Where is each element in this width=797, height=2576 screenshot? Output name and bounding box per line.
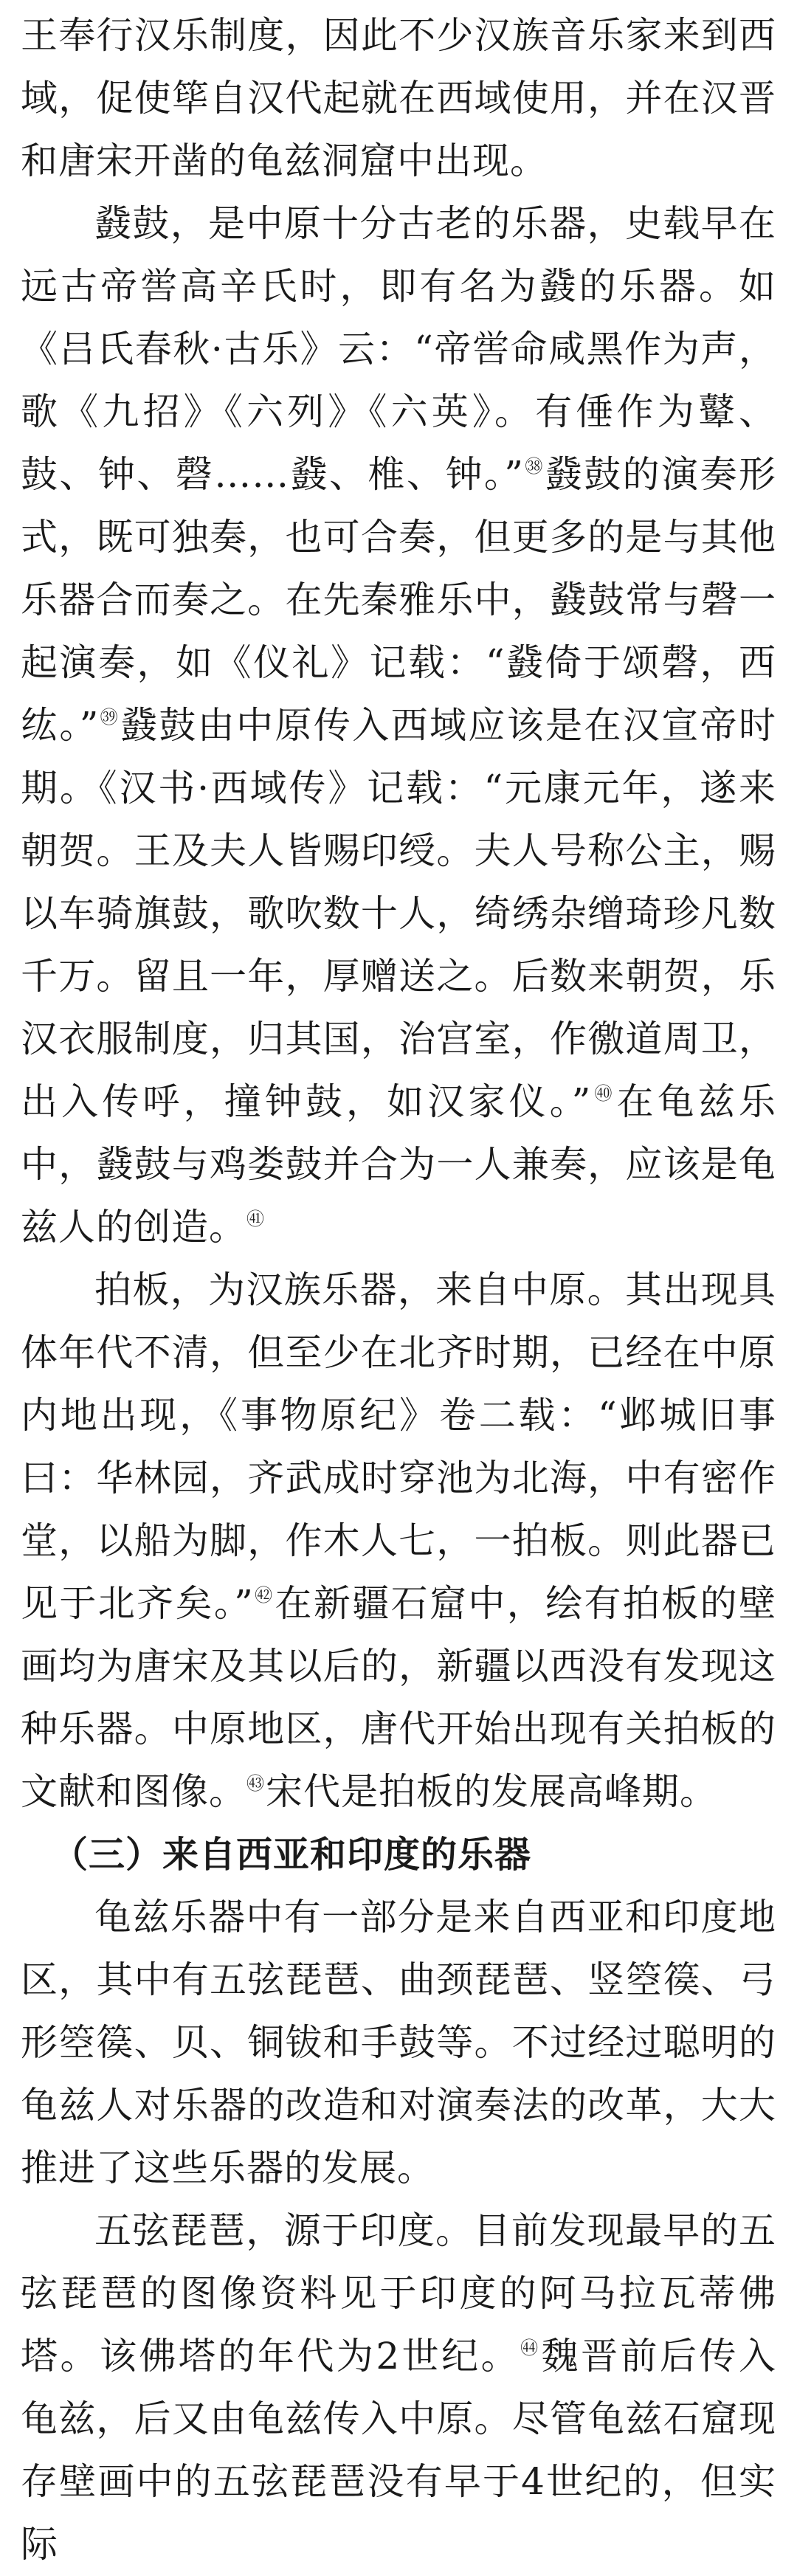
paragraph-text: 拍板，为汉族乐器，来自中原。其出现具体年代不清，但至少在北齐时期，已经在中原内地出现，《事物原纪》卷二载：“邺城旧事曰：华林园，齐武成时穿池为北海，中有密作堂，以船为脚，作木人七，一拍板。则此器已见于北齐矣。” xyxy=(21,1268,776,1625)
paragraph-paiban xyxy=(21,1259,776,1823)
paragraph-text: 鼗鼓的演奏形式，既可独奏，也可合奏，但更多的是与其他乐器合而奏之。在先秦雅乐中，鼗鼓常与磬一起演奏，如《仪礼》记载：“鼗倚于颂磬，西纮。” xyxy=(21,453,777,747)
footnote-marker: ㊳ xyxy=(523,456,544,477)
paragraph-text: 魏晋前后传入龟兹，后又由龟兹传入中原。尽管龟兹石窟现存壁画中的五弦琵琶没有早于4世纪的，但实际 xyxy=(21,2335,777,2566)
paragraph-text: 五弦琵琶，源于印度。目前发现最早的五弦琵琶的图像资料见于印度的阿马拉瓦蒂佛塔。该佛塔的年代为2世纪。 xyxy=(21,2209,776,2378)
heading-text: （三）来自西亚和印度的乐器 xyxy=(52,1834,532,1876)
paragraph-text: 龟兹乐器中有一部分是来自西亚和印度地区，其中有五弦琵琶、曲颈琵琶、竖箜篌、弓形箜篌、贝、铜钹和手鼓等。不过经过聪明的龟兹人对乐器的改造和对演奏法的改革，大大推进了这些乐器的发展。 xyxy=(21,1896,776,2189)
paragraph-west-asia-instruments xyxy=(21,1886,776,2200)
paragraph-text: 宋代是拍板的发展高峰期。 xyxy=(266,1770,717,1813)
paragraph-text: 王奉行汉乐制度，因此不少汉族音乐家来到西域，促使筚自汉代起就在西域使用，并在汉晋和唐宋开凿的龟兹洞窟中出现。 xyxy=(21,14,776,182)
section-heading-west-asia-india xyxy=(21,1823,776,1886)
paragraph-text: 鼗鼓，是中原十分古老的乐器，史载早在远古帝喾高辛氏时，即有名为鼗的乐器。如《吕氏春秋·古乐》云：“帝喾命咸黑作为声，歌《九招》《六列》《六英》。有倕作为鼙、鼓、钟、磬……鼗、椎、钟。” xyxy=(21,202,776,496)
footnote-marker: ㊸ xyxy=(246,1773,264,1794)
paragraph-text: 在新疆石窟中，绘有拍板的壁画均为唐宋及其以后的，新疆以西没有发现这种乐器。中原地区，唐代开始出现有关拍板的文献和图像。 xyxy=(21,1582,777,1813)
paragraph-text: 在龟兹乐中，鼗鼓与鸡娄鼓并合为一人兼奏，应该是龟兹人的创造。 xyxy=(21,1080,777,1249)
footnote-marker: ㊷ xyxy=(253,1585,274,1606)
paragraph-text: 鼗鼓由中原传入西域应该是在汉宣帝时期。《汉书·西域传》记载：“元康元年，遂来朝贺。王及夫人皆赐印绶。夫人号称公主，赐以车骑旗鼓，歌吹数十人，绮绣杂缯琦珍凡数千万。留且一年，厚赠送之。后数来朝贺，乐汉衣服制度，归其国，治宫室，作徼道周卫，出入传呼，撞钟鼓，如汉家仪。” xyxy=(21,704,777,1123)
paragraph-guzi-intro xyxy=(21,4,776,193)
footnote-marker: ㊶ xyxy=(246,1209,264,1229)
footnote-marker: ㊹ xyxy=(520,2338,540,2358)
footnote-marker: ㊴ xyxy=(99,707,120,728)
footnote-marker: ㊵ xyxy=(591,1083,615,1104)
paragraph-wuxian-pipa xyxy=(21,2200,776,2576)
paragraph-taogu xyxy=(21,193,776,1259)
